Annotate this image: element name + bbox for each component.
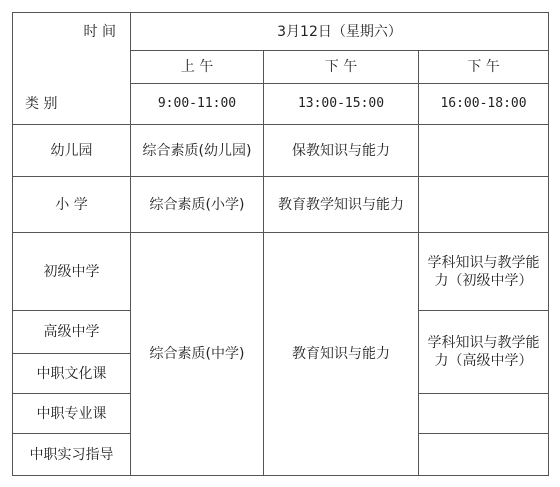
subject-kindergarten-morning: 综合素质(幼儿园) — [142, 142, 252, 159]
header-corner-time: 时 间 — [83, 24, 116, 40]
time-afternoon-1: 13:00-15:00 — [297, 96, 385, 111]
session-morning: 上 午 — [180, 59, 214, 75]
row-label-vocational-major: 中职专业课 — [36, 405, 107, 422]
subject-senior-evening: 学科知识与教学能力（高级中学） — [427, 335, 540, 369]
session-afternoon-1: 下 午 — [324, 59, 358, 75]
row-label-junior-high: 初级中学 — [43, 263, 100, 280]
row-label-vocational-practice: 中职实习指导 — [29, 446, 114, 463]
row-label-vocational-culture: 中职文化课 — [36, 365, 107, 382]
date-header: 3月12日（星期六） — [277, 23, 402, 40]
subject-kindergarten-afternoon: 保教知识与能力 — [292, 142, 390, 159]
subject-junior-evening: 学科知识与教学能力（初级中学） — [427, 254, 540, 289]
subject-secondary-afternoon: 教育知识与能力 — [292, 346, 390, 362]
time-afternoon-2: 16:00-18:00 — [440, 96, 527, 111]
row-label-primary: 小 学 — [55, 196, 88, 213]
header-corner-category: 类 别 — [25, 96, 58, 112]
session-afternoon-2: 下 午 — [467, 59, 500, 75]
subject-primary-morning: 综合素质(小学) — [149, 196, 245, 213]
time-morning: 9:00-11:00 — [157, 96, 237, 111]
row-label-senior-high: 高级中学 — [43, 324, 100, 340]
subject-primary-afternoon: 教育教学知识与能力 — [278, 196, 404, 213]
subject-secondary-morning: 综合素质(中学) — [149, 346, 245, 362]
row-label-kindergarten: 幼儿园 — [50, 142, 93, 159]
